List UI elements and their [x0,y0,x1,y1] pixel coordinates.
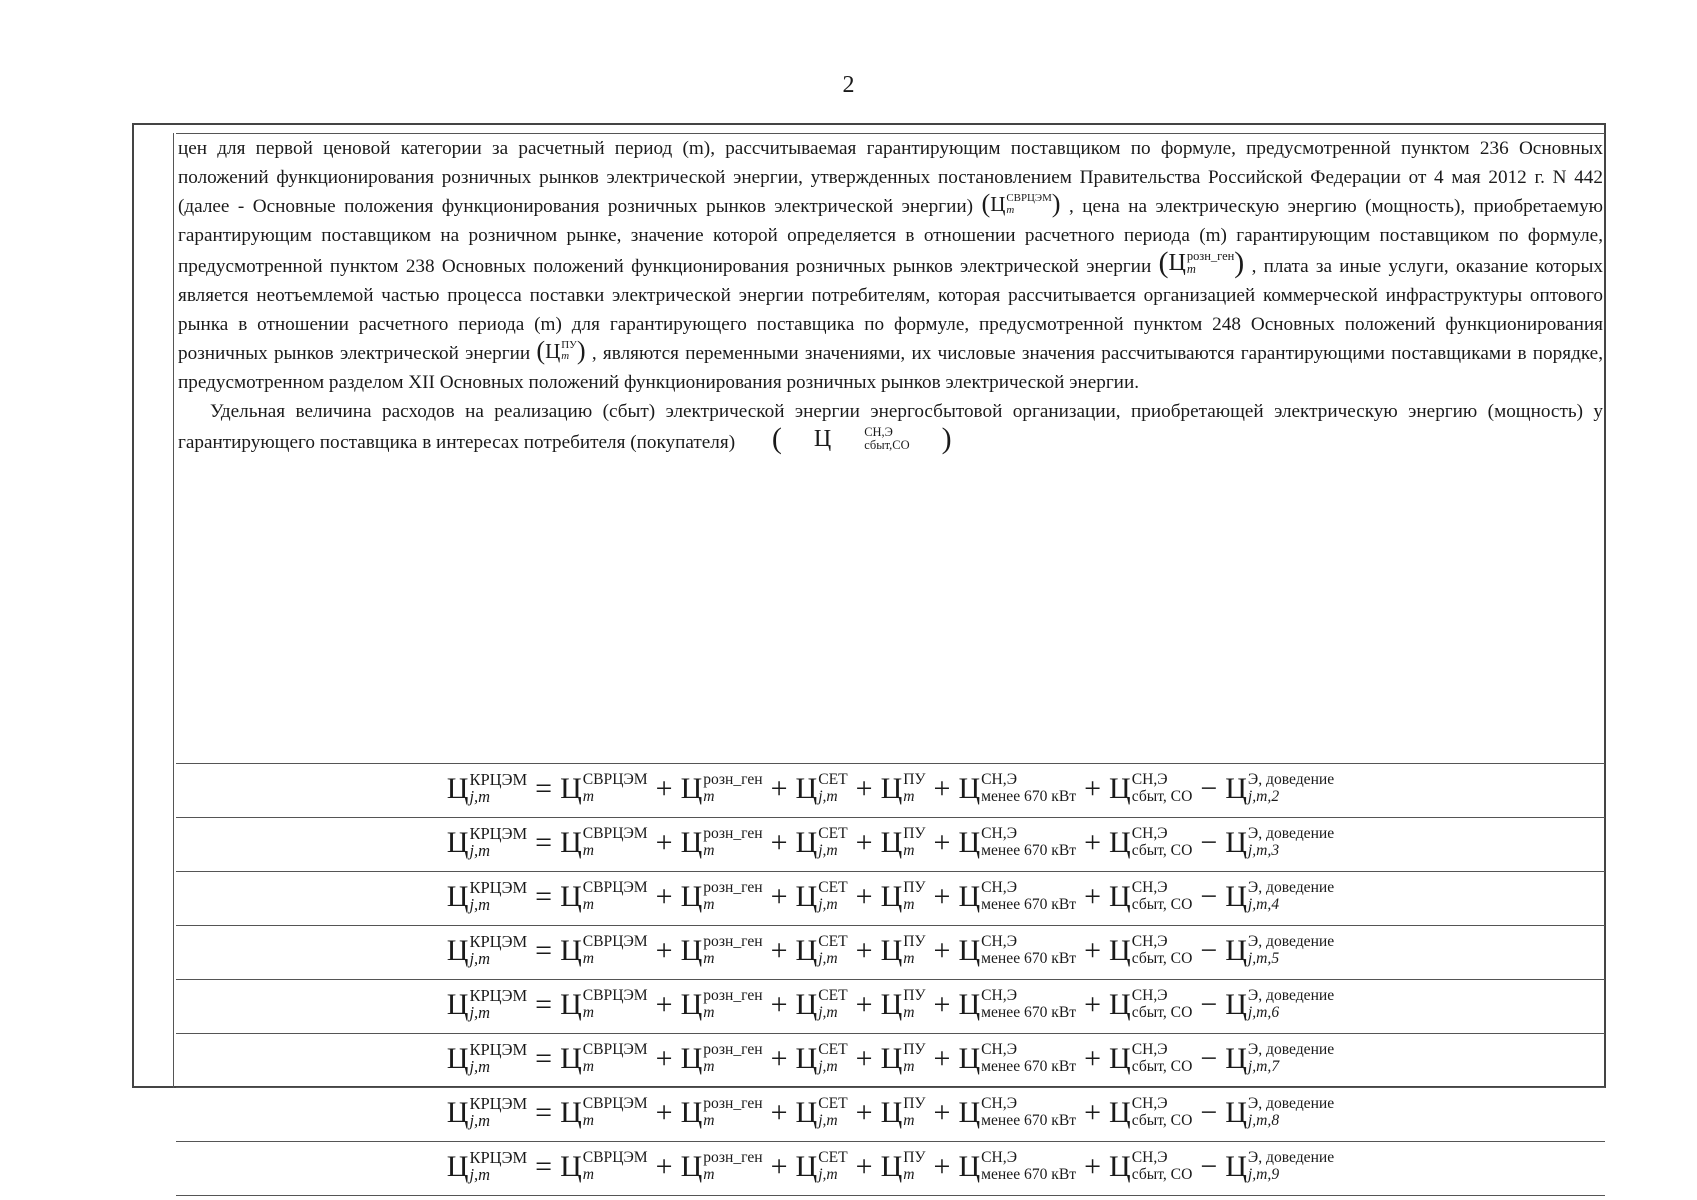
formula-row-4 [176,926,1605,980]
plus-sign: + [1084,1149,1102,1183]
plus-sign: + [655,879,673,913]
plus-sign: + [770,987,788,1021]
formula-term-set: Ц СЕТ j,m [795,1095,848,1129]
plus-sign: + [770,1149,788,1183]
formula-term-rozn-gen: Ц розн_ген m [680,771,763,805]
page-number: 2 [842,72,855,98]
formula-term-set: Ц СЕТ j,m [795,1041,848,1075]
plus-sign: + [770,879,788,913]
plus-sign: + [933,933,951,967]
formula-term-set: Ц СЕТ j,m [795,1149,848,1183]
plus-sign: + [770,1095,788,1129]
formula-term-dovedenie: Ц Э, доведение j,m,2 [1225,771,1335,805]
formula-lhs: Ц КРЦЭМ j,m [446,1039,528,1076]
plus-sign: + [855,771,873,805]
formula-term-dovedenie: Ц Э, доведение j,m,7 [1225,1041,1335,1075]
formula-term-rozn-gen: Ц розн_ген m [680,933,763,967]
formula-term-rozn-gen: Ц розн_ген m [680,1041,763,1075]
plus-sign: + [655,1095,673,1129]
equals-sign: = [535,1149,553,1183]
plus-sign: + [1084,933,1102,967]
paragraph-1-part-b: , цена на электрическую энергию (мощность), приобретаемую гарантирующим поставщиком на розничном рынке, значение которой определяется в отношении расчетного периода (m) гарантирующим поставщиком по формуле, предусмотренной пунктом 238 Основных положений функционирования розничных рынков электрической энергии [178,196,1603,277]
formula-row-2 [176,818,1605,872]
formula-term-set: Ц СЕТ j,m [795,933,848,967]
equals-sign: = [535,987,553,1021]
plus-sign: + [1084,771,1102,805]
equals-sign: = [535,1095,553,1129]
plus-sign: + [1084,1095,1102,1129]
formula-term-rozn-gen: Ц розн_ген m [680,879,763,913]
minus-sign: − [1200,1149,1218,1183]
plus-sign: + [855,825,873,859]
equals-sign: = [535,771,553,805]
paragraph-1-part-d: , являются переменными значениями, их числовые значения рассчитываются гарантирующими поставщиками в порядке, предусмотренном разделом XII Основных положений функционирования розничных рынков электрической энергии. [178,342,1603,393]
plus-sign: + [855,933,873,967]
minus-sign: − [1200,987,1218,1021]
formula-term-pu: Ц ПУ m [880,825,926,859]
formula-row-index: j,m,7 [1247,1058,1280,1075]
formula-term-sn-sbyt: Ц СН,Э сбыт, СО [1109,1041,1193,1075]
minus-sign: − [1200,933,1218,967]
price-symbol-sn-sbyt: ( Ц СН,Э сбыт,СО ) [771,421,952,455]
formula-term-pu: Ц ПУ m [880,987,926,1021]
paragraph-1-part-a: цен для первой ценовой категории за расчетный период (m), рассчитываемая гарантирующим поставщиком по формуле, предусмотренной пунктом 236 Основных положений функционирования розничных рынков электрической энергии, утвержденных постановлением Правительства Российской Федерации от 4 мая 2012 г. N 442 (далее - Основные положения функционирования розничных рынков электрической энергии) [178,138,1603,217]
formula-rows [176,764,1605,1196]
plus-sign: + [855,1041,873,1075]
plus-sign: + [933,1095,951,1129]
equals-sign: = [535,933,553,967]
formula-row-index: j,m,6 [1247,1004,1280,1021]
plus-sign: + [655,1041,673,1075]
formula-term-svrcem: Ц СВРЦЭМ m [560,987,648,1021]
formula-term-pu: Ц ПУ m [880,1149,926,1183]
formula-term-svrcem: Ц СВРЦЭМ m [560,933,648,967]
formula-row-index: j,m,8 [1247,1112,1280,1129]
plus-sign: + [933,1149,951,1183]
formula-term-svrcem: Ц СВРЦЭМ m [560,1095,648,1129]
formula-row-index: j,m,2 [1247,788,1280,805]
left-margin-column [134,133,174,1088]
minus-sign: − [1200,879,1218,913]
formula-lhs: Ц КРЦЭМ j,m [446,877,528,914]
formula-term-sn-sbyt: Ц СН,Э сбыт, СО [1109,987,1193,1021]
minus-sign: − [1200,1095,1218,1129]
formula-term-dovedenie: Ц Э, доведение j,m,9 [1225,1149,1335,1183]
plus-sign: + [770,933,788,967]
formula-row-3 [176,872,1605,926]
plus-sign: + [933,771,951,805]
formula-term-svrcem: Ц СВРЦЭМ m [560,879,648,913]
plus-sign: + [655,825,673,859]
formula-term-set: Ц СЕТ j,m [795,879,848,913]
formula-term-pu: Ц ПУ m [880,1095,926,1129]
formula-term-svrcem: Ц СВРЦЭМ m [560,771,648,805]
formula-term-sn-sbyt: Ц СН,Э сбыт, СО [1109,771,1193,805]
formula-term-pu: Ц ПУ m [880,1041,926,1075]
plus-sign: + [1084,879,1102,913]
price-symbol-pu: ( Ц ПУ m ) [536,335,586,365]
formula-term-sn-670: Ц СН,Э менее 670 кВт [958,879,1077,913]
equals-sign: = [535,879,553,913]
formula-term-sn-670: Ц СН,Э менее 670 кВт [958,1041,1077,1075]
formula-lhs: Ц КРЦЭМ j,m [446,1147,528,1184]
paragraph-1 [178,134,1603,397]
paragraph-1-part-c: , плата за иные услуги, оказание которых является неотъемлемой частью процесса поставки электрической энергии потребителям, которая рассчитывается организацией коммерческой инфраструктуры оптового рынка в отношении расчетного периода (m) для гарантирующего поставщика по формуле, предусмотренной пунктом 248 Основных положений функционирования розничных рынков электрической энергии [178,255,1603,364]
formula-term-set: Ц СЕТ j,m [795,825,848,859]
plus-sign: + [655,987,673,1021]
formula-term-rozn-gen: Ц розн_ген m [680,1095,763,1129]
formula-lhs: Ц КРЦЭМ j,m [446,985,528,1022]
price-symbol-rozn-gen: ( Ц розн_ген m ) [1158,245,1245,279]
formula-term-sn-670: Ц СН,Э менее 670 кВт [958,825,1077,859]
plus-sign: + [855,987,873,1021]
formula-row-7 [176,1088,1605,1142]
formula-term-sn-sbyt: Ц СН,Э сбыт, СО [1109,825,1193,859]
plus-sign: + [1084,987,1102,1021]
formula-row-index: j,m,3 [1247,842,1280,859]
formula-term-sn-sbyt: Ц СН,Э сбыт, СО [1109,879,1193,913]
formula-term-set: Ц СЕТ j,m [795,987,848,1021]
formula-row-index: j,m,5 [1247,950,1280,967]
text-cell [176,133,1605,764]
formula-term-rozn-gen: Ц розн_ген m [680,825,763,859]
document-table [132,123,1606,1184]
minus-sign: − [1200,825,1218,859]
formula-lhs: Ц КРЦЭМ j,m [446,769,528,806]
plus-sign: + [1084,825,1102,859]
plus-sign: + [855,879,873,913]
plus-sign: + [933,879,951,913]
formula-row-index: j,m,9 [1247,1166,1280,1183]
formula-term-dovedenie: Ц Э, доведение j,m,4 [1225,879,1335,913]
formula-term-pu: Ц ПУ m [880,933,926,967]
minus-sign: − [1200,1041,1218,1075]
formula-term-svrcem: Ц СВРЦЭМ m [560,1149,648,1183]
plus-sign: + [933,987,951,1021]
equals-sign: = [535,1041,553,1075]
formula-term-sn-670: Ц СН,Э менее 670 кВт [958,1095,1077,1129]
minus-sign: − [1200,771,1218,805]
formula-term-sn-sbyt: Ц СН,Э сбыт, СО [1109,1149,1193,1183]
formula-term-sn-670: Ц СН,Э менее 670 кВт [958,771,1077,805]
formula-term-sn-sbyt: Ц СН,Э сбыт, СО [1109,933,1193,967]
price-symbol-svrcem: ( Ц СВРЦЭМ m ) [981,189,1061,218]
formula-term-sn-670: Ц СН,Э менее 670 кВт [958,1149,1077,1183]
formula-term-rozn-gen: Ц розн_ген m [680,1149,763,1183]
formula-term-svrcem: Ц СВРЦЭМ m [560,825,648,859]
formula-lhs: Ц КРЦЭМ j,m [446,1093,528,1130]
formula-term-set: Ц СЕТ j,m [795,771,848,805]
plus-sign: + [855,1149,873,1183]
formula-row-6 [176,1034,1605,1088]
plus-sign: + [770,771,788,805]
formula-term-sn-670: Ц СН,Э менее 670 кВт [958,933,1077,967]
plus-sign: + [770,825,788,859]
formula-term-dovedenie: Ц Э, доведение j,m,5 [1225,933,1335,967]
plus-sign: + [655,771,673,805]
equals-sign: = [535,825,553,859]
formula-row-1 [176,764,1605,818]
formula-row-5 [176,980,1605,1034]
formula-lhs: Ц КРЦЭМ j,m [446,823,528,860]
plus-sign: + [770,1041,788,1075]
formula-row-8 [176,1142,1605,1196]
formula-term-dovedenie: Ц Э, доведение j,m,8 [1225,1095,1335,1129]
plus-sign: + [655,933,673,967]
plus-sign: + [855,1095,873,1129]
plus-sign: + [933,825,951,859]
formula-term-dovedenie: Ц Э, доведение j,m,6 [1225,987,1335,1021]
formula-lhs: Ц КРЦЭМ j,m [446,931,528,968]
formula-term-rozn-gen: Ц розн_ген m [680,987,763,1021]
plus-sign: + [655,1149,673,1183]
formula-term-pu: Ц ПУ m [880,771,926,805]
formula-term-pu: Ц ПУ m [880,879,926,913]
formula-term-sn-670: Ц СН,Э менее 670 кВт [958,987,1077,1021]
formula-term-sn-sbyt: Ц СН,Э сбыт, СО [1109,1095,1193,1129]
formula-row-index: j,m,4 [1247,896,1280,913]
plus-sign: + [933,1041,951,1075]
formula-term-svrcem: Ц СВРЦЭМ m [560,1041,648,1075]
plus-sign: + [1084,1041,1102,1075]
paragraph-2 [178,397,1603,457]
paragraph-2-text: Удельная величина расходов на реализацию (сбыт) электрической энергии энергосбытовой организации, приобретающей электрическую энергию (мощность) у гарантирующего поставщика в интересах потребителя (покупателя) [178,400,1603,453]
formula-term-dovedenie: Ц Э, доведение j,m,3 [1225,825,1335,859]
